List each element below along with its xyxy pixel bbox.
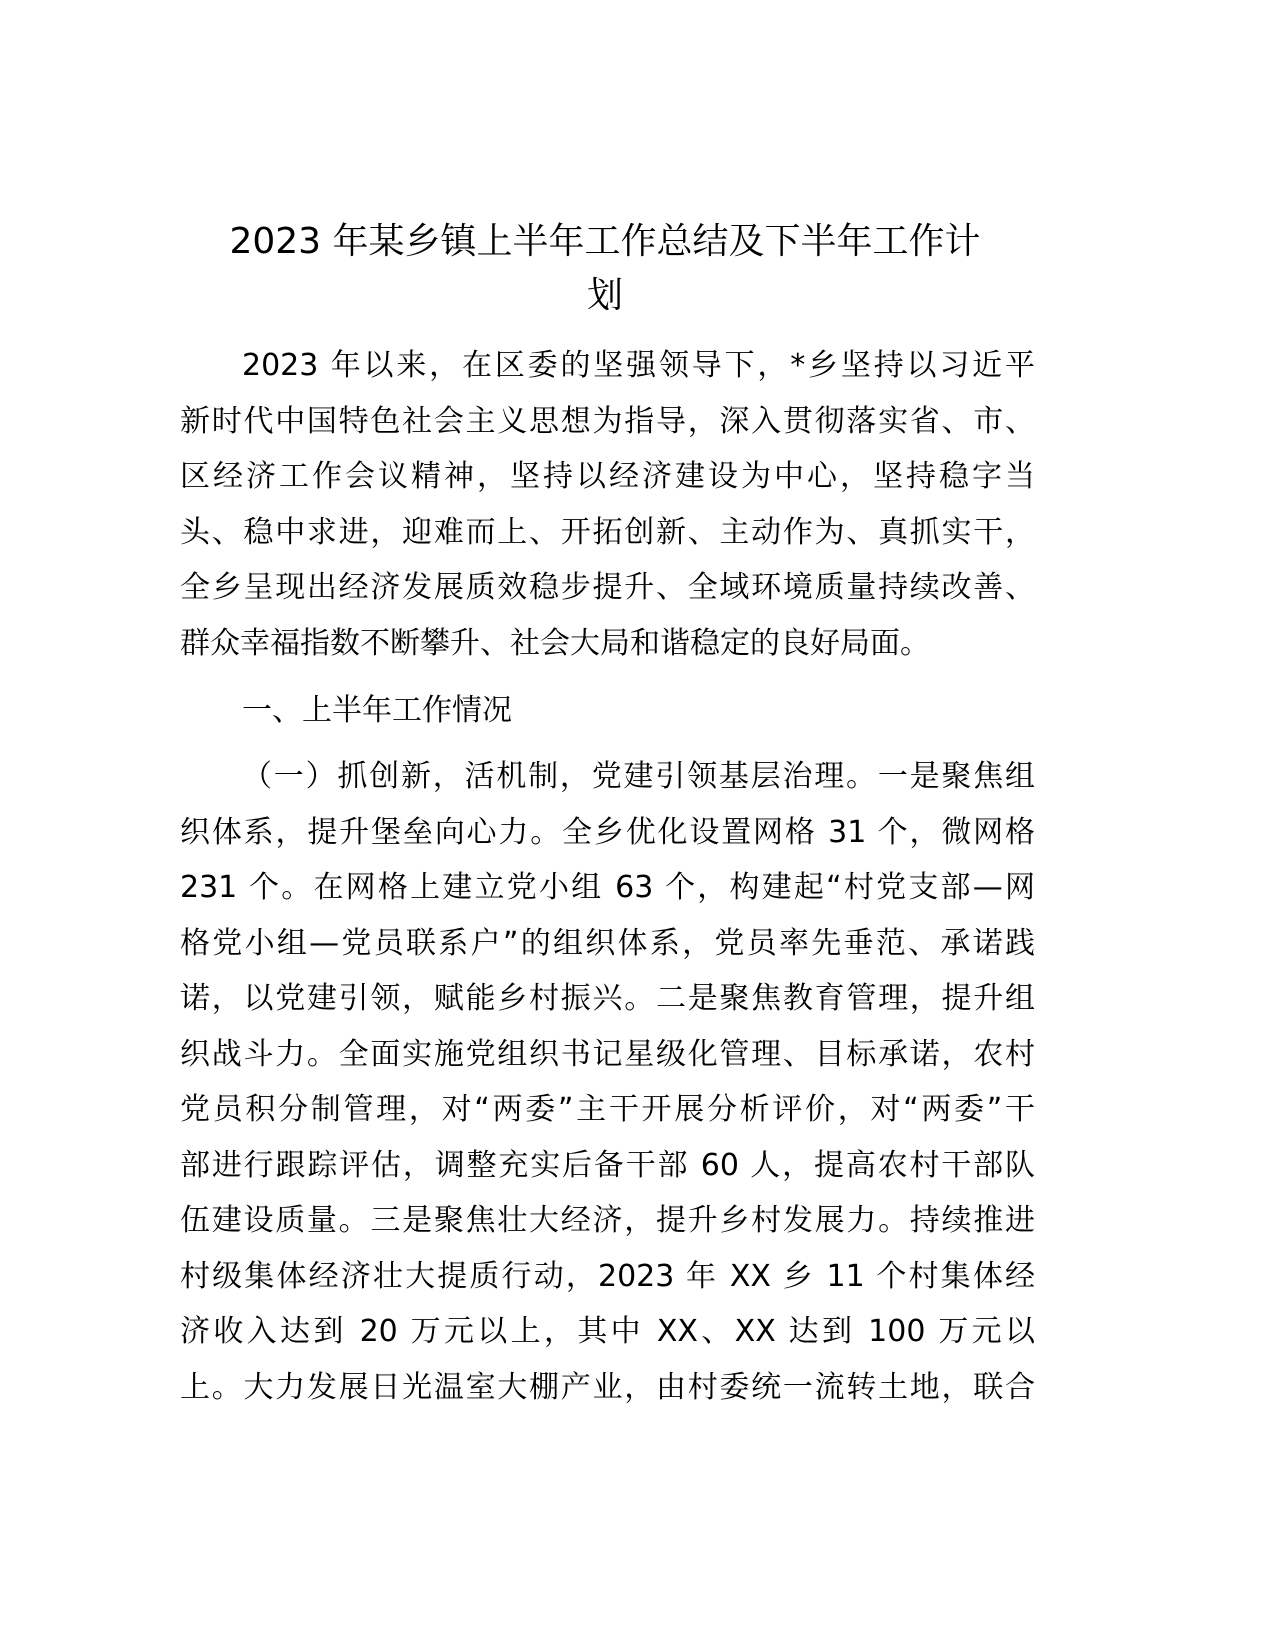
paragraph-line: 织战斗力。全面实施党组织书记星级化管理、目标承诺，农村 <box>180 1037 1035 1072</box>
intro-line: 全乡呈现出经济发展质效稳步提升、全域环境质量持续改善、 <box>180 570 1035 605</box>
paragraph-line: 231 个。在网格上建立党小组 63 个，构建起“村党支部—网 <box>180 870 1035 905</box>
intro-line: 区经济工作会议精神，坚持以经济建设为中心，坚持稳字当 <box>180 459 1035 494</box>
intro-line: 群众幸福指数不断攀升、社会大局和谐稳定的良好局面。 <box>180 626 930 661</box>
paragraph-line: 济收入达到 20 万元以上，其中 XX、XX 达到 100 万元以 <box>180 1314 1035 1349</box>
paragraph-line: 织体系，提升堡垒向心力。全乡优化设置网格 31 个，微网格 <box>180 815 1035 850</box>
document-title-line-1: 2023 年某乡镇上半年工作总结及下半年工作计 <box>229 221 981 262</box>
paragraph-line: 村级集体经济壮大提质行动，2023 年 XX 乡 11 个村集体经 <box>180 1259 1035 1294</box>
document-title-line-2: 划 <box>586 275 623 316</box>
paragraph-line: 部进行跟踪评估，调整充实后备干部 60 人，提高农村干部队 <box>180 1148 1035 1183</box>
paragraph-line: 党员积分制管理，对“两委”主干开展分析评价，对“两委”干 <box>180 1092 1035 1127</box>
paragraph-line: 诺，以党建引领，赋能乡村振兴。二是聚焦教育管理，提升组 <box>180 981 1035 1016</box>
intro-line: 头、稳中求进，迎难而上、开拓创新、主动作为、真抓实干， <box>180 515 1035 550</box>
paragraph-line: 格党小组—党员联系户”的组织体系，党员率先垂范、承诺践 <box>180 926 1035 961</box>
paragraph-line: （一）抓创新，活机制，党建引领基层治理。一是聚焦组 <box>242 759 1035 794</box>
intro-line: 新时代中国特色社会主义思想为指导，深入贯彻落实省、市、 <box>180 404 1035 439</box>
paragraph-line: 伍建设质量。三是聚焦壮大经济，提升乡村发展力。持续推进 <box>180 1203 1035 1238</box>
intro-line: 2023 年以来，在区委的坚强领导下，*乡坚持以习近平 <box>242 348 1035 383</box>
paragraph-line: 上。大力发展日光温室大棚产业，由村委统一流转土地，联合 <box>180 1370 1035 1405</box>
section-heading: 一、上半年工作情况 <box>242 693 512 728</box>
